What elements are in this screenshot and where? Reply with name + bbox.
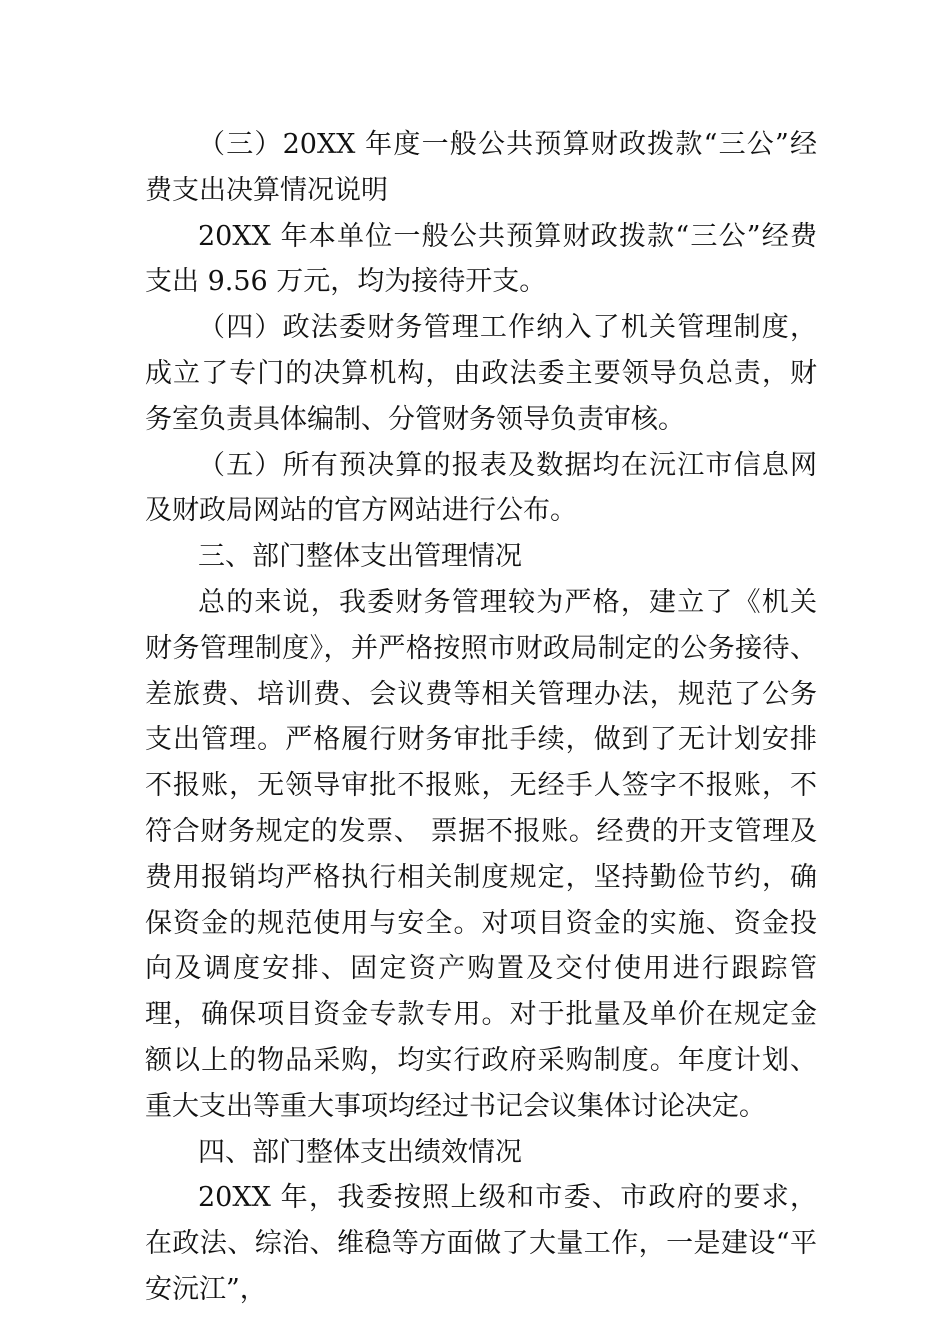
paragraph-five-publication: （五）所有预决算的报表及数据均在沅江市信息网及财政局网站的官方网站进行公布。 [145,449,817,527]
section-three-heading: 三、部门整体支出管理情况 [198,541,522,573]
paragraph-four-financial-management: （四）政法委财务管理工作纳入了机关管理制度，成立了专门的决算机构，由政法委主要领导负总责，财务室负责具体编制、分管财务领导负责审核。 [145,312,817,435]
paragraph-three-public-funds-heading: （三）20XX 年度一般公共预算财政拨款“三公”经费支出决算情况说明 [145,129,817,206]
document-body [145,122,817,1313]
section-four-heading: 四、部门整体支出绩效情况 [198,1136,522,1168]
paragraph-three-public-funds-amount: 20XX 年本单位一般公共预算财政拨款“三公”经费支出 9.56 万元，均为接待开支。 [145,220,817,298]
section-four-body: 20XX 年，我委按照上级和市委、市政府的要求，在政法、综治、维稳等方面做了大量工作，一是建设“平安沅江”， [145,1182,817,1305]
section-three-body: 总的来说，我委财务管理较为严格，建立了《机关财务管理制度》，并严格按照市财政局制定的公务接待、差旅费、培训费、会议费等相关管理办法，规范了公务支出管理。严格履行财务审批手续，做到了无计划安排不报账，无领导审批不报账，无经手人签字不报账，不符合财务规定的发票、 票据不报账。经费的开支管理及费用报销均严格执行相关制度规定，坚持勤俭节约，确保资金的规范使用与安全。对项目资金的实施、资金投向及调度安排、固定资产购置及交付使用进行跟踪管理，确保项目资金专款专用。对于批量及单价在规定金额以上的物品采购，均实行政府采购制度。年度计划、重大支出等重大事项均经过书记会议集体讨论决定。 [145,586,817,1122]
